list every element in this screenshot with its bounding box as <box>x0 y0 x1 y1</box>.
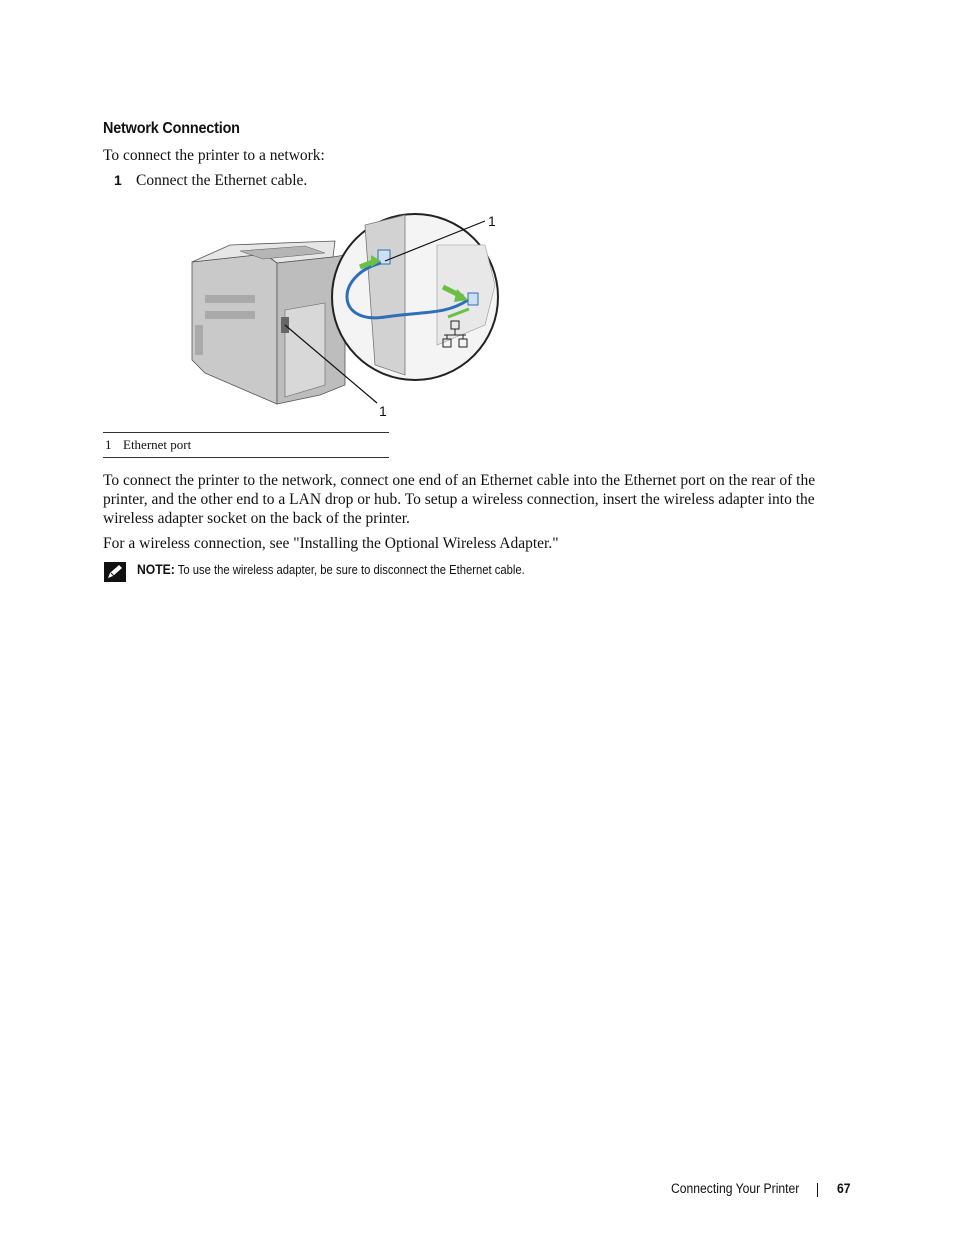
intro-text: To connect the printer to a network: <box>103 147 325 164</box>
note-text <box>137 562 525 577</box>
paragraph-wireless-reference: For a wireless connection, see "Installing the Optional Wireless Adapter." <box>103 535 559 552</box>
callout-top: 1 <box>488 213 496 229</box>
pencil-note-icon <box>104 562 126 582</box>
page-number: 67 <box>837 1181 851 1196</box>
printer-illustration <box>192 241 345 404</box>
footer-separator <box>817 1183 818 1197</box>
figure-legend-table <box>103 432 389 458</box>
note-body: To use the wireless adapter, be sure to disconnect the Ethernet cable. <box>174 563 525 577</box>
legend-number: 1 <box>105 437 112 452</box>
step-text: Connect the Ethernet cable. <box>136 172 308 189</box>
printer-ethernet-illustration <box>185 205 505 430</box>
step-number: 1 <box>114 172 122 188</box>
section-heading: Network Connection <box>103 120 240 137</box>
note-label: NOTE: <box>137 562 175 577</box>
callout-bottom: 1 <box>379 403 387 419</box>
paragraph-network-setup: To connect the printer to the network, connect one end of an Ethernet cable into the Ethernet port on the rear of the printer, and the other end to a LAN drop or hub. To setup a wireless connection, insert the wireless adapter into the wireless adapter socket on the back of the printer. <box>103 472 816 527</box>
footer-chapter-title: Connecting Your Printer <box>671 1181 800 1196</box>
zoom-detail-circle <box>332 214 498 380</box>
legend-text: Ethernet port <box>123 437 192 452</box>
